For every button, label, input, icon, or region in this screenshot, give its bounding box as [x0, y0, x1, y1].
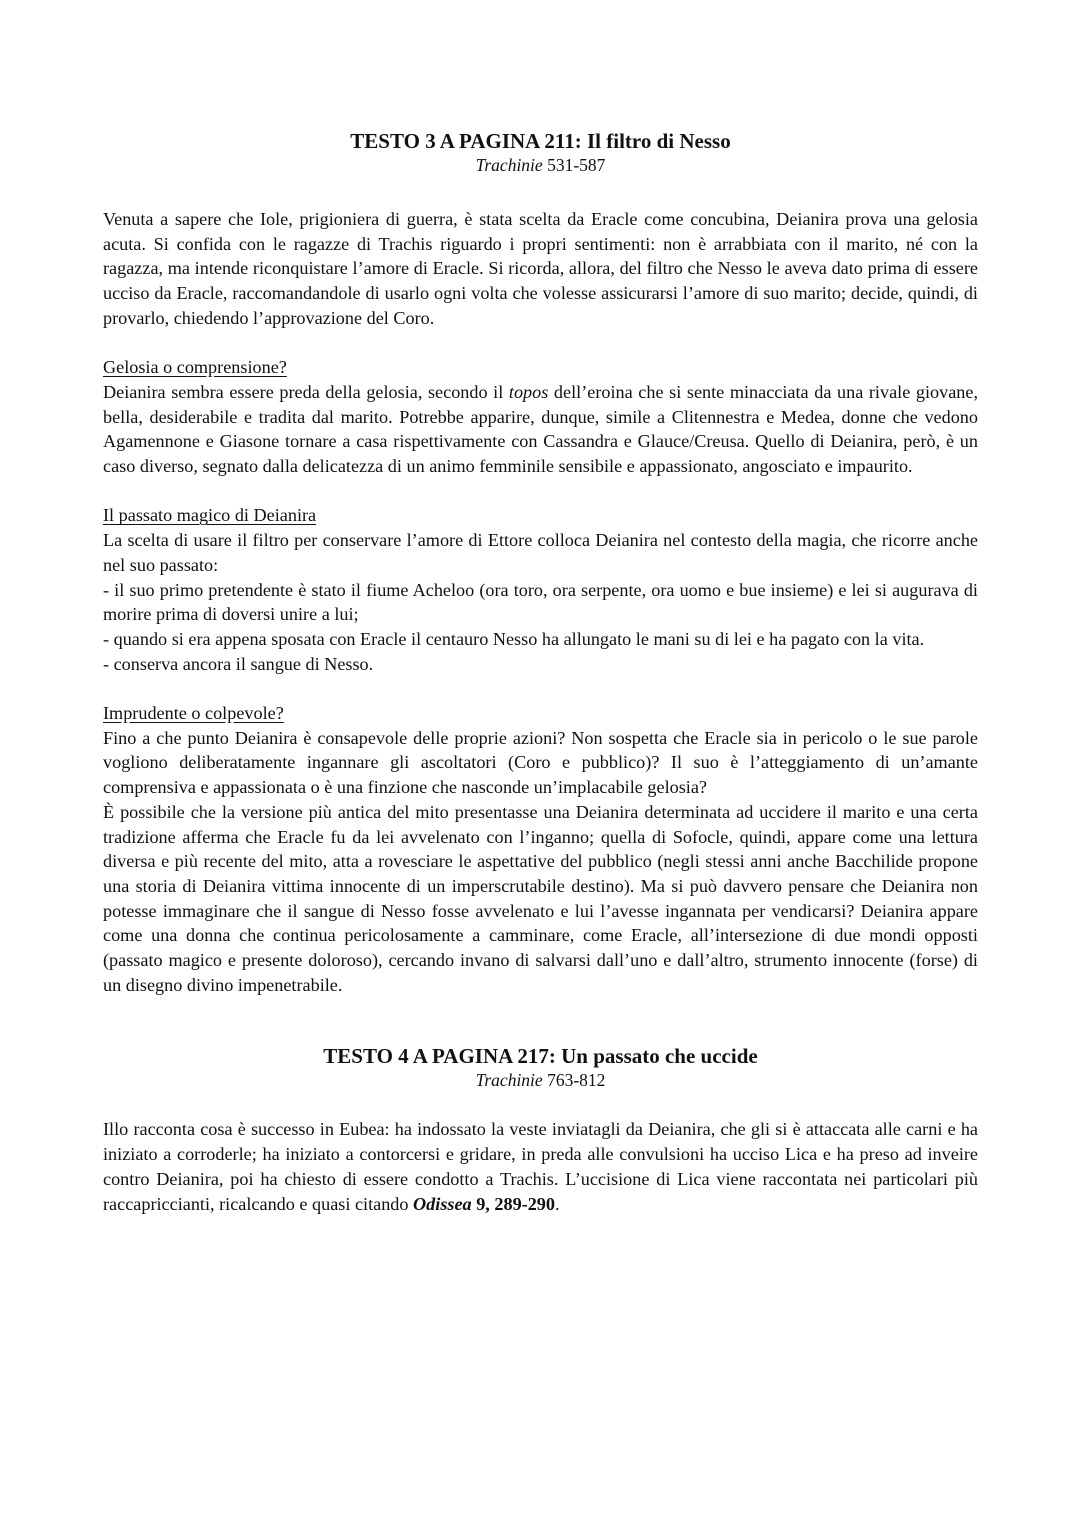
passato-item: - conserva ancora il sangue di Nesso. — [103, 653, 374, 674]
illo-text: Illo racconta cosa è successo in Eubea: ha indossato la veste inviatagli da Deianira, che gli si è attaccata alle carni e ha iniziato a corroderle; ha iniziato a contorcersi e gridare, in preda alle convulsioni ha ucciso Lica e ha preso ad inveire contro Deianira, poi ha chiesto di essere condotto a Trachis. L’uccisione di Lica viene raccontata nei particolari più raccapriccianti, ricalcando e quasi citando — [103, 1119, 978, 1214]
work-title: Trachinie — [475, 1070, 543, 1091]
intro-paragraph: Venuta a sapere che Iole, prigioniera di guerra, è stata scelta da Eracle come concubina, Deianira prova una gelosia acuta. Si confida con le ragazze di Trachis riguardo i propri sentimenti: non è arrabbiata con il marito, né con la ragazza, ma intende riconquistare l’amore di Eracle. Si ricorda, allora, del filtro che Nesso le aveva dato prima di essere ucciso da Eracle, raccomandandole di usarlo ogni volta che volesse assicurarsi l’amore di suo marito; decide, quindi, di provarlo, chiedendo l’approvazione del Coro. — [103, 209, 978, 328]
section-subtitle-testo-3 — [103, 154, 978, 176]
verse-range: 531-587 — [547, 155, 606, 175]
verse-range: 763-812 — [547, 1070, 606, 1091]
topos-term: topos — [508, 381, 549, 402]
imprudente-paragraph-2: È possibile che la versione più antica del mito presentasse una Deianira determinata ad uccidere il marito e una certa tradizione afferma che Eracle fu da lei avvelenato con l’inganno; quella di Sofocle, quindi, appare come una lettura diversa e più recente del mito, atta a rovesciare le aspettative del pubblico (negli stessi anni anche Bacchilide propone una storia di Deianira vittima innocente di un imperscrutabile destino). Ma si può davvero pensare che Deianira non potesse immaginare che il sangue di Nesso fosse avvelenato e lui l’avesse ingannata per vendicarsi? Deianira appare come una donna che continua pericolosamente a camminare, come Eracle, all’intersezione di due mondi opposti (passato magico e presente doloroso), cercando invano di salvarsi dall’uno e dall’altro, strumento innocente (forse) di un disegno divino impenetrabile. — [103, 801, 978, 995]
illo-paragraph — [103, 1117, 978, 1216]
document-page — [103, 0, 978, 1216]
imprudente-paragraph-1: Fino a che punto Deianira è consapevole delle proprie azioni? Non sospetta che Eracle sia in pericolo o le sue parole vogliono deliberatamente ingannare gli ascoltatori (Coro e pubblico)? Il suo è l’atteggiamento di un’amante comprensiva e appassionata o è una finzione che nasconde un’implacabile gelosia? — [103, 727, 978, 798]
passato-item: - quando si era appena sposata con Eracle il centauro Nesso ha allungato le mani su di lei e ha pagato con la vita. — [103, 628, 925, 649]
section-title-testo-3: TESTO 3 A PAGINA 211: Il filtro di Nesso — [350, 129, 731, 153]
passato-item: - il suo primo pretendente è stato il fiume Acheloo (ora toro, ora serpente, ora uomo e bue insieme) e lei si augurava di morire prima di doversi unire a lui; — [103, 579, 978, 625]
gelosia-paragraph — [103, 380, 978, 479]
subheading-passato: Il passato magico di Deianira — [103, 505, 317, 526]
subheading-imprudente: Imprudente o colpevole? — [103, 703, 284, 724]
gelosia-text-a: Deianira sembra essere preda della gelosia, secondo il — [103, 381, 509, 402]
section-title-testo-4: TESTO 4 A PAGINA 217: Un passato che uccide — [323, 1044, 758, 1069]
passato-intro: La scelta di usare il filtro per conservare l’amore di Ettore colloca Deianira nel contesto della magia, che ricorre anche nel suo passato: — [103, 530, 978, 575]
illo-end: . — [555, 1193, 560, 1214]
work-title: Trachinie — [475, 155, 543, 175]
odissea-lines: 9, 289-290 — [471, 1193, 555, 1214]
gelosia-text-b: dell’eroina che si sente minacciata da una rivale giovane, bella, desiderabile e tradita dal marito. Potrebbe apparire, dunque, simile a Clitennestra e Medea, donne che vedono Agamennone e Giasone tornare a casa rispettivamente con Cassandra e Glauce/Creusa. Quello di Deianira, però, è un caso diverso, segnato dalla delicatezza di un animo femminile sensibile e appassionato, angosciato e impaurito. — [103, 381, 978, 477]
odissea-reference: Odissea — [413, 1193, 472, 1214]
subheading-gelosia: Gelosia o comprensione? — [103, 357, 287, 378]
section-subtitle-testo-4 — [103, 1069, 978, 1091]
